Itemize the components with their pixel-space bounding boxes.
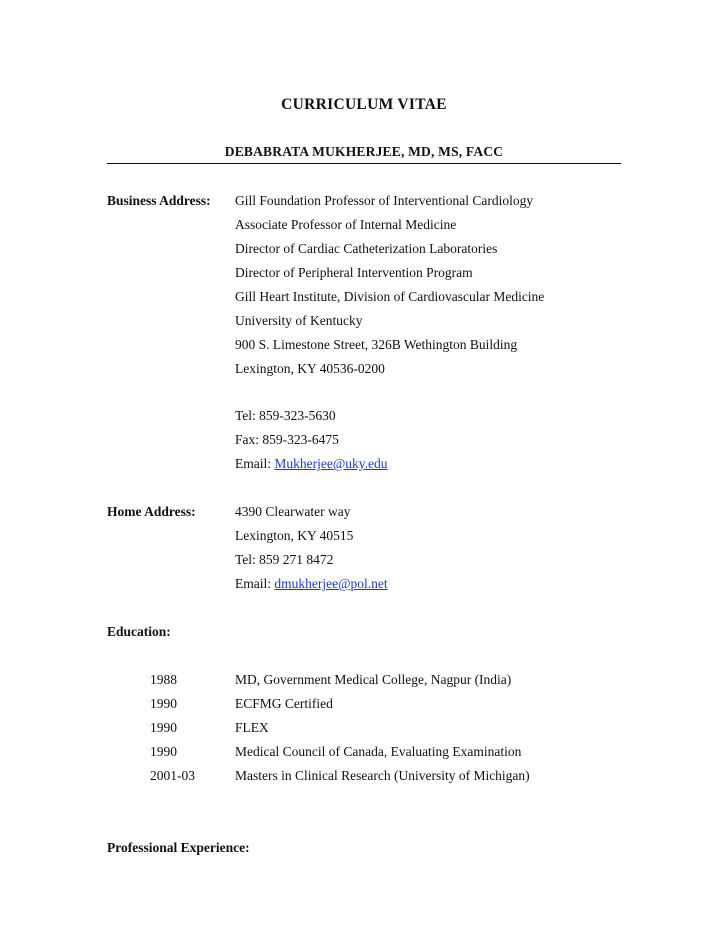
business-line: University of Kentucky [235,313,363,328]
education-item: ECFMG Certified [235,696,333,711]
person-name: DEBABRATA MUKHERJEE, MD, MS, FACC [224,144,504,159]
home-line: 4390 Clearwater way [235,504,351,519]
business-email-link[interactable]: Mukherjee@uky.edu [274,456,388,471]
business-line: Lexington, KY 40536-0200 [235,361,385,376]
business-fax: Fax: 859-323-6475 [235,432,339,447]
education-item: FLEX [235,720,269,735]
education-year: 1988 [150,672,177,687]
education-label: Education: [107,624,171,639]
home-line: Lexington, KY 40515 [235,528,354,543]
business-tel: Tel: 859-323-5630 [235,408,336,423]
business-line: Director of Peripheral Intervention Program [235,265,473,280]
home-email-row [235,576,388,592]
business-line: Gill Heart Institute, Division of Cardiovascular Medicine [235,289,545,304]
home-tel: Tel: 859 271 8472 [235,552,334,567]
education-year: 1990 [150,720,177,735]
business-email-row [235,456,388,472]
business-address-label: Business Address: [107,193,211,208]
business-line: 900 S. Limestone Street, 326B Wethington Building [235,337,518,352]
business-line: Associate Professor of Internal Medicine [235,217,457,232]
home-email-prefix: Email: [235,576,275,591]
business-email-prefix: Email: [235,456,275,471]
business-line: Director of Cardiac Catheterization Laboratories [235,241,498,256]
document-title: CURRICULUM VITAE [281,96,447,113]
business-line: Gill Foundation Professor of Interventional Cardiology [235,193,534,208]
education-item: Masters in Clinical Research (University of Michigan) [235,768,530,783]
home-address-label: Home Address: [107,504,196,519]
education-year: 1990 [150,696,177,711]
education-year: 1990 [150,744,177,759]
header-divider [107,163,621,164]
education-item: Medical Council of Canada, Evaluating Examination [235,744,522,759]
education-year: 2001-03 [150,768,195,783]
professional-experience-label: Professional Experience: [107,840,250,855]
home-email-link[interactable]: dmukherjee@pol.net [274,576,388,591]
education-item: MD, Government Medical College, Nagpur (India) [235,672,512,687]
